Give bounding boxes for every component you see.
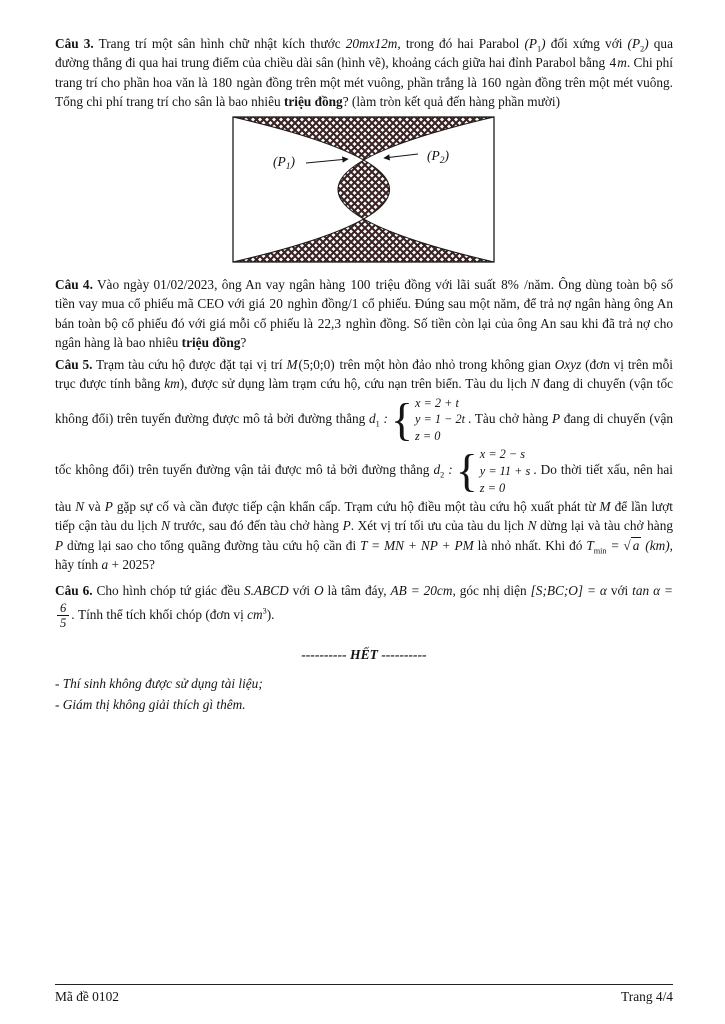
seg-t: ? (làm tròn kết quả đến hàng phần mười) (342, 93, 561, 109)
seg-s: min (593, 546, 607, 556)
seg-m: [S;BC;O] = α (530, 583, 607, 599)
page-number: Trang 4/4 (621, 989, 673, 1004)
note-no-materials: - Thí sinh không được sử dụng tài liệu; (55, 676, 263, 692)
page-content (55, 34, 673, 716)
question-6 (55, 581, 673, 630)
seg-t: trước, sau đó đến tàu chở hàng (169, 518, 343, 534)
seg-sup: 3 (262, 606, 267, 616)
seg-t: để lần lượt tiếp cận tàu du lịch (55, 499, 673, 534)
seg-n: 8% (501, 277, 519, 293)
seg-m: = (606, 537, 624, 553)
question-5 (55, 355, 673, 574)
seg-b: Câu 3. (55, 36, 94, 51)
seg-n: 22,3 (317, 315, 342, 331)
seg-m: ) (541, 36, 546, 51)
sys: { x = 2 + t y = 1 − 2t z = 0 (390, 393, 466, 445)
sys: { x = 2 − s y = 11 + s z = 0 (455, 445, 531, 497)
seg-t: qua đường thẳng đi qua hai trung điểm của chiều dài sân (hình vẽ), khoảng cách giữa hai đỉnh Parabol bằng (55, 36, 673, 71)
seg-t: dừng lại sao cho tổng quãng đường tàu cứu hộ cần đi (63, 537, 361, 553)
q3-figure (55, 116, 673, 269)
seg-m: tan α = (632, 583, 673, 599)
seg-m: M (599, 499, 611, 515)
seg-m: N (530, 376, 540, 392)
seg-b: Câu 6. (55, 583, 93, 599)
seg-t: với (288, 583, 314, 599)
seg-m: m (617, 55, 627, 71)
seg-t: . Xét vị trí tối ưu của tàu du lịch (350, 518, 528, 534)
seg-m: O (313, 583, 324, 599)
seg-s: 1 (375, 419, 380, 429)
seg-t: là tâm đáy, (323, 583, 391, 599)
seg-t: đang di chuyển (vận tốc không đổi) trên tuyến đường được mô tả bởi đường thẳng (55, 376, 673, 426)
seg-t: đang di chuyển (vận tốc không đổi) trên tuyến đường vận tải được mô tả bởi đường thẳng (55, 410, 673, 478)
seg-m: P (551, 410, 561, 426)
seg-m: Oxyz (554, 357, 582, 373)
seg-m: km (164, 376, 180, 392)
seg-m: d (433, 462, 441, 478)
seg-m: : (444, 462, 453, 478)
seg-t: với (606, 583, 633, 599)
seg-t: Cho hình chóp tứ giác đều (92, 583, 245, 599)
seg-b: triệu đồng (181, 334, 241, 350)
seg-t: , trong đó hai Parabol (397, 36, 525, 51)
seg-t: nghìn đồng. Số tiền còn lại của ông An sau khi đã trả nợ cho ngân hàng là bao nhiêu (55, 315, 674, 350)
seg-t: nghìn đồng/1 cổ phiếu. Đúng sau một năm, để trả nợ ngân hàng ông An bán toàn bộ cổ phiếu đó với giá mỗi cổ phiếu là (55, 296, 674, 331)
p1-label: $(P_1)$ (273, 154, 295, 173)
seg-m: P (342, 518, 351, 534)
question-4 (55, 275, 673, 352)
seg-t: là nhỏ nhất. Khi đó (473, 537, 587, 553)
seg-m: AB = 20cm (390, 583, 453, 599)
seg-m: T (586, 537, 594, 553)
seg-t: Vào ngày 01/02/2023, ông An vay ngân hàng (92, 277, 350, 293)
seg-m: P (55, 537, 64, 553)
seg-t: . Do thời tiết xấu, nên hai tàu (55, 462, 673, 515)
seg-b: triệu đồng (283, 93, 343, 109)
seg-n: (5;0;0) (298, 357, 335, 373)
seg-t: ngàn đồng trên một mét vuông. Tổng chi phí trang trí cho sân là bao nhiêu (55, 74, 674, 109)
parabola-figure-svg (232, 116, 496, 264)
sq: √ a (623, 537, 640, 553)
seg-n: 180 (212, 74, 233, 90)
seg-s: 1 (537, 44, 542, 54)
seg-n: 4 (609, 55, 617, 71)
seg-t: . Chi phí trang trí cho phần hoa văn là (55, 55, 673, 90)
seg-t: ? (240, 334, 247, 350)
seg-t: . Tính thể tích khối chóp (đơn vị (71, 606, 248, 622)
seg-m: N (75, 499, 85, 515)
seg-t: . Tàu chở hàng (468, 410, 552, 426)
seg-m: N (161, 518, 170, 534)
seg-m: ) (644, 36, 649, 51)
seg-n: 20 (269, 296, 283, 312)
exam-code: Mã đề 0102 (55, 989, 119, 1004)
seg-t: ngàn đồng trên một mét vuông, phần trắng là (233, 74, 481, 90)
seg-s: 2 (440, 471, 445, 481)
seg-m: cm (247, 606, 263, 622)
seg-n: 100 (350, 277, 371, 293)
note-no-explanation: - Giám thị không giải thích gì thêm. (55, 697, 246, 713)
seg-m: P (104, 499, 113, 515)
seg-b: Câu 4. (55, 277, 93, 293)
p2-label: $(P_2)$ (427, 148, 449, 167)
seg-t: + 2025? (108, 557, 155, 573)
seg-n: 160 (481, 74, 502, 90)
seg-t: Trang trí một sân hình chữ nhật kích thước (93, 36, 346, 51)
seg-m: (P (524, 36, 538, 51)
seg-m: d (368, 410, 376, 426)
page-footer (55, 984, 673, 1005)
seg-m: 20mx12m (345, 36, 398, 51)
seg-t: dừng lại và tàu chở hàng (536, 518, 673, 534)
seg-t: ), được sử dụng làm trạm cứu hộ, cứu nạn trên biển. Tàu du lịch (179, 376, 531, 392)
seg-m: (P (627, 36, 641, 51)
seg-t: Trạm tàu cứu hộ được đặt tại vị trí (92, 357, 287, 373)
seg-t: đối xứng với (545, 36, 628, 51)
seg-m: a (101, 557, 109, 573)
seg-b: Câu 5. (55, 357, 93, 373)
seg-m: T = MN + NP + PM (360, 537, 474, 553)
seg-t: /năm. Ông dùng toàn bộ số tiền vay mua cổ phiếu mã CEO với giá (55, 277, 673, 312)
seg-m: S.ABCD (244, 583, 289, 599)
seg-s: 2 (640, 44, 645, 54)
seg-t: và (84, 499, 105, 515)
seg-m: : (379, 410, 388, 426)
seg-m: M (286, 357, 298, 373)
seg-t: (đơn vị trên mỗi trục được tính bằng (55, 357, 673, 392)
seg-m: (km) (645, 537, 670, 553)
end-marker: ---------- HẾT ---------- (301, 647, 427, 663)
seg-t: triệu đồng với lãi suất (371, 277, 501, 293)
seg-t: gặp sự cố và cần được tiếp cận khẩn cấp. Trạm cứu hộ điều một tàu cứu hộ xuất phát từ (112, 499, 600, 515)
seg-t: , hãy tính (55, 537, 673, 573)
seg-t: trên một hòn đảo nhỏ trong không gian (335, 357, 555, 373)
question-3 (55, 34, 673, 111)
fr: $\frac{6}{5}$ (57, 601, 69, 631)
seg-t: ). (266, 606, 275, 622)
seg-t: , góc nhị diện (452, 583, 531, 599)
seg-m: N (527, 518, 537, 534)
